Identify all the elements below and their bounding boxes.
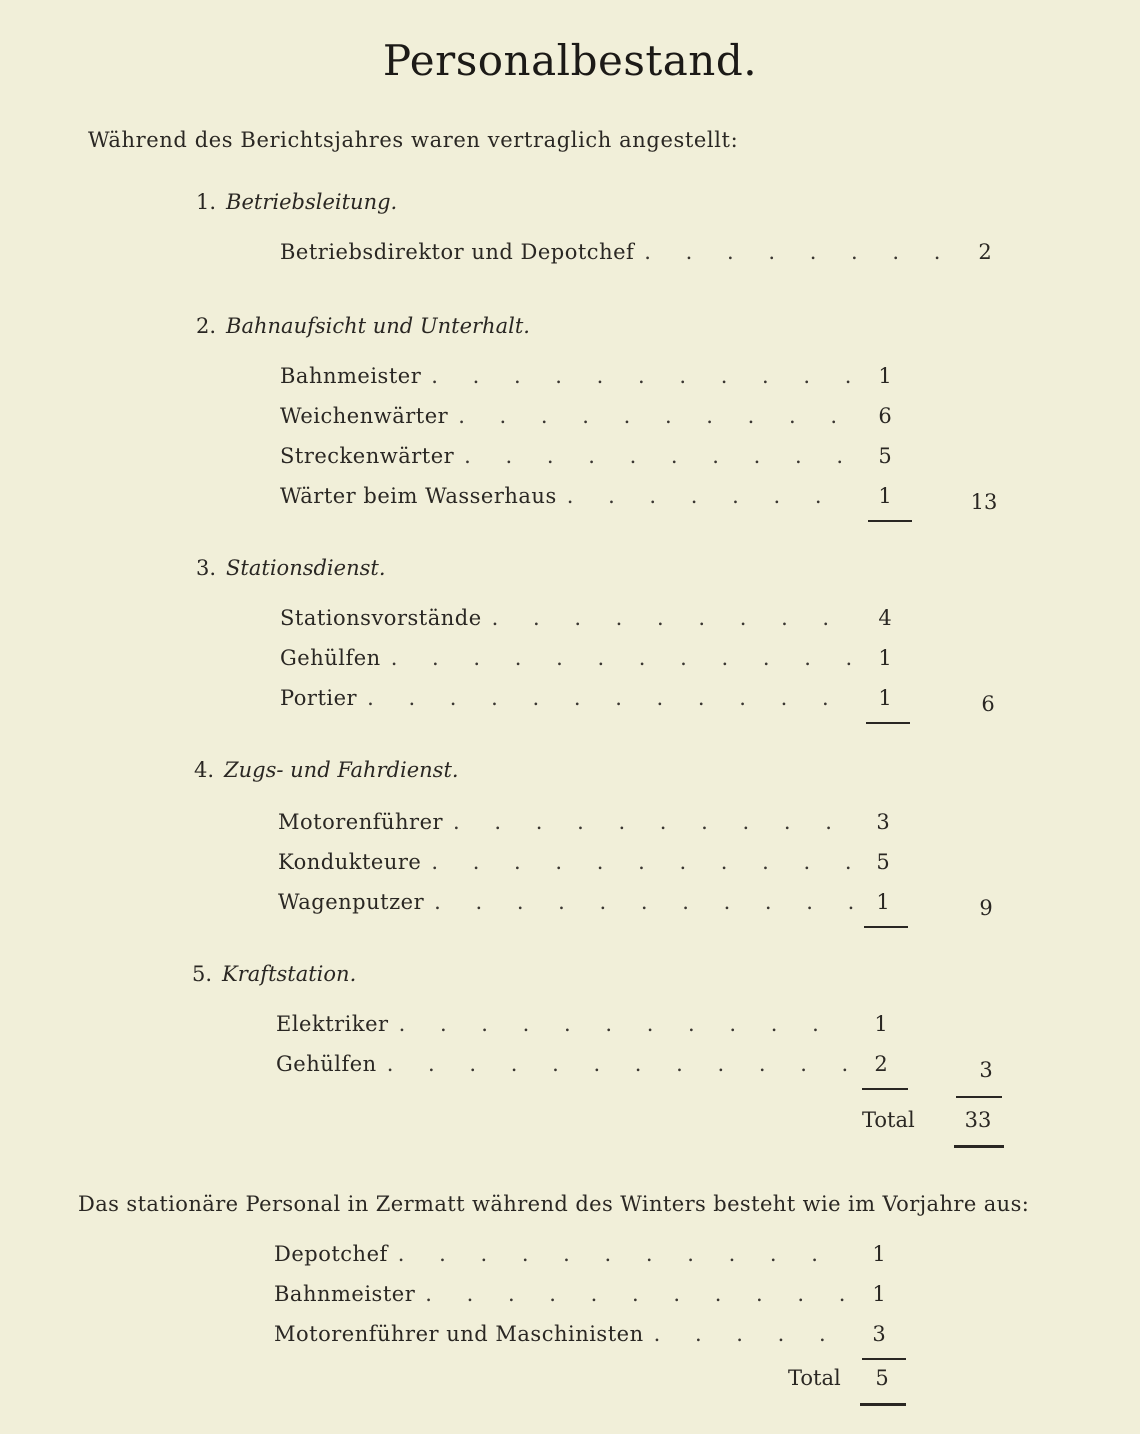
item-value: 1: [876, 890, 890, 914]
item-value: 1: [878, 364, 892, 388]
item-label: Gehülfen: [276, 1052, 377, 1076]
list-item: [280, 444, 900, 474]
item-value: 1: [878, 484, 892, 508]
sum-rule: [862, 1088, 908, 1090]
list-item: [280, 240, 1000, 270]
list-item: [280, 606, 900, 636]
item-value: 2: [874, 1052, 888, 1076]
leader-dots: [391, 646, 856, 670]
subtotal-rule: [956, 1096, 1002, 1098]
section-name: Stationsdienst.: [226, 556, 386, 580]
section-subtotal: 3: [979, 1058, 993, 1082]
leader-dots: [367, 686, 856, 710]
item-value: 5: [878, 444, 892, 468]
leader-dots: [434, 890, 854, 914]
winter-total-rule: [860, 1403, 906, 1406]
page-title: Personalbestand.: [382, 36, 758, 85]
section-name: Kraftstation.: [222, 962, 357, 986]
leader-dots: [644, 240, 956, 264]
leader-dots: [567, 484, 856, 508]
item-value: 1: [878, 686, 892, 710]
section-name: Zugs- und Fahrdienst.: [224, 758, 459, 782]
section-name: Bahnaufsicht und Unterhalt.: [226, 314, 530, 338]
winter-intro-text: Das stationäre Personal in Zermatt während des Winters besteht wie im Vorjahre aus:: [78, 1192, 1030, 1216]
item-label: Weichenwärter: [280, 404, 449, 428]
item-value: 1: [872, 1242, 886, 1266]
list-item: [280, 484, 900, 514]
section-number: 1.: [196, 190, 217, 214]
sum-rule: [866, 722, 910, 724]
section-name: Betriebsleitung.: [226, 190, 398, 214]
item-label: Motorenführer: [278, 810, 444, 834]
item-label: Kondukteure: [278, 850, 422, 874]
item-value: 3: [872, 1322, 886, 1346]
list-item: [278, 890, 898, 920]
item-value: 4: [878, 606, 892, 630]
sum-rule: [868, 520, 912, 522]
list-item: [274, 1282, 894, 1312]
item-label: Bahnmeister: [274, 1282, 416, 1306]
item-value: 1: [872, 1282, 886, 1306]
item-value: 3: [876, 810, 890, 834]
section-number: 3.: [196, 556, 217, 580]
section-heading-5: [192, 962, 356, 986]
item-label: Wärter beim Wasserhaus: [280, 484, 557, 508]
leader-dots: [431, 850, 854, 874]
section-number: 5.: [192, 962, 213, 986]
item-label: Streckenwärter: [280, 444, 455, 468]
item-value: 5: [876, 850, 890, 874]
item-label: Elektriker: [276, 1012, 389, 1036]
item-label: Gehülfen: [280, 646, 381, 670]
list-item: [280, 364, 900, 394]
section-number: 2.: [196, 314, 217, 338]
leader-dots: [431, 364, 856, 388]
section-heading-2: [196, 314, 530, 338]
grand-total: 33: [964, 1108, 992, 1132]
section-number: 4.: [194, 758, 215, 782]
section-heading-3: [196, 556, 386, 580]
leader-dots: [399, 1012, 852, 1036]
item-label: Betriebsdirektor und Depotchef: [280, 240, 635, 264]
list-item: [274, 1242, 894, 1272]
list-item: [280, 404, 900, 434]
leader-dots: [492, 606, 856, 630]
leader-dots: [453, 810, 854, 834]
item-label: Bahnmeister: [280, 364, 422, 388]
leader-dots: [425, 1282, 850, 1306]
list-item: [280, 686, 900, 716]
item-label: Stationsvorstände: [280, 606, 482, 630]
leader-dots: [654, 1322, 850, 1346]
item-value: 1: [878, 646, 892, 670]
winter-total-label: Total: [788, 1366, 841, 1390]
leader-dots: [398, 1242, 850, 1266]
list-item: [276, 1012, 896, 1042]
section-subtotal: 9: [979, 896, 993, 920]
leader-dots: [387, 1052, 852, 1076]
sum-rule: [862, 1358, 906, 1360]
item-label: Depotchef: [274, 1242, 388, 1266]
item-label: Wagenputzer: [278, 890, 425, 914]
list-item: [274, 1322, 894, 1352]
winter-total: 5: [875, 1366, 889, 1390]
section-subtotal: 6: [981, 692, 995, 716]
total-rule: [954, 1145, 1004, 1148]
list-item: [278, 850, 898, 880]
list-item: [278, 810, 898, 840]
list-item: [280, 646, 900, 676]
item-value: 6: [878, 404, 892, 428]
section-subtotal: 13: [970, 490, 998, 514]
intro-text: Während des Berichtsjahres waren vertraglich angestellt:: [88, 128, 739, 152]
total-label: Total: [862, 1108, 915, 1132]
section-heading-1: [196, 190, 397, 214]
sum-rule: [864, 926, 908, 928]
item-label: Portier: [280, 686, 358, 710]
leader-dots: [464, 444, 856, 468]
section-heading-4: [194, 758, 459, 782]
item-label: Motorenführer und Maschinisten: [274, 1322, 644, 1346]
item-value: 1: [874, 1012, 888, 1036]
list-item: [276, 1052, 896, 1082]
leader-dots: [458, 404, 856, 428]
item-value: 2: [978, 240, 992, 264]
